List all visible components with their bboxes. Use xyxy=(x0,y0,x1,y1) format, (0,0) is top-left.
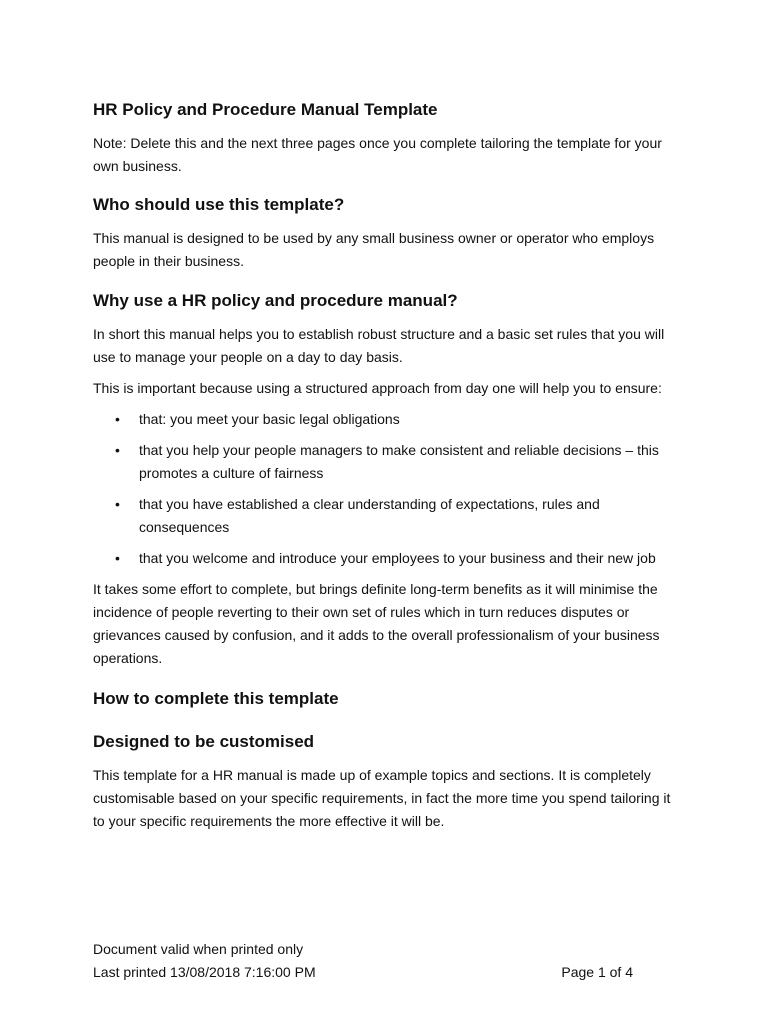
paragraph-this-is-important: This is important because using a structured approach from day one will help you to ensure: xyxy=(93,380,662,396)
list-item xyxy=(93,547,678,570)
paragraph-designed-customised: This template for a HR manual is made up of example topics and sections. It is completely customisable based on your specific requirements, in fact the more time you spend tailoring it to your specific requirements the more effective it will be. xyxy=(93,767,671,829)
list-item xyxy=(93,408,678,431)
document-body xyxy=(93,98,678,833)
heading-designed-customised: Designed to be customised xyxy=(93,732,315,751)
footer-page-number: Page 1 of 4 xyxy=(561,964,633,980)
bullet-icon: • xyxy=(115,550,120,566)
list-item-text: that: you meet your basic legal obligations xyxy=(139,411,400,427)
heading-who-should-use: Who should use this template? xyxy=(93,195,345,214)
list-item-text: that you welcome and introduce your employees to your business and their new job xyxy=(139,550,656,566)
benefits-list xyxy=(93,408,678,570)
bullet-icon: • xyxy=(115,442,120,458)
heading-how-to-complete: How to complete this template xyxy=(93,689,339,708)
list-item xyxy=(93,439,678,485)
heading-why-use: Why use a HR policy and procedure manual? xyxy=(93,291,458,310)
document-title: HR Policy and Procedure Manual Template xyxy=(93,100,438,119)
bullet-icon: • xyxy=(115,496,120,512)
footer-last-printed: Last printed 13/08/2018 7:16:00 PM xyxy=(93,964,316,980)
footer-row xyxy=(93,961,633,984)
paragraph-takes-effort: It takes some effort to complete, but brings definite long-term benefits as it will minimise the incidence of people reverting to their own set of rules which in turn reduces disputes or grievances caused by confusion, and it adds to the overall professionalism of your business operations. xyxy=(93,581,660,666)
list-item xyxy=(93,493,678,539)
page-footer xyxy=(93,938,633,984)
bullet-icon: • xyxy=(115,411,120,427)
paragraph-who-should-use: This manual is designed to be used by any small business owner or operator who employs people in their business. xyxy=(93,230,655,269)
footer-validity: Document valid when printed only xyxy=(93,941,304,957)
list-item-text: that you have established a clear understanding of expectations, rules and consequences xyxy=(139,496,600,535)
paragraph-in-short: In short this manual helps you to establish robust structure and a basic set rules that you will use to manage your people on a day to day basis. xyxy=(93,326,665,365)
note-paragraph: Note: Delete this and the next three pages once you complete tailoring the template for your own business. xyxy=(93,135,662,174)
list-item-text: that you help your people managers to make consistent and reliable decisions – this promotes a culture of fairness xyxy=(139,442,659,481)
